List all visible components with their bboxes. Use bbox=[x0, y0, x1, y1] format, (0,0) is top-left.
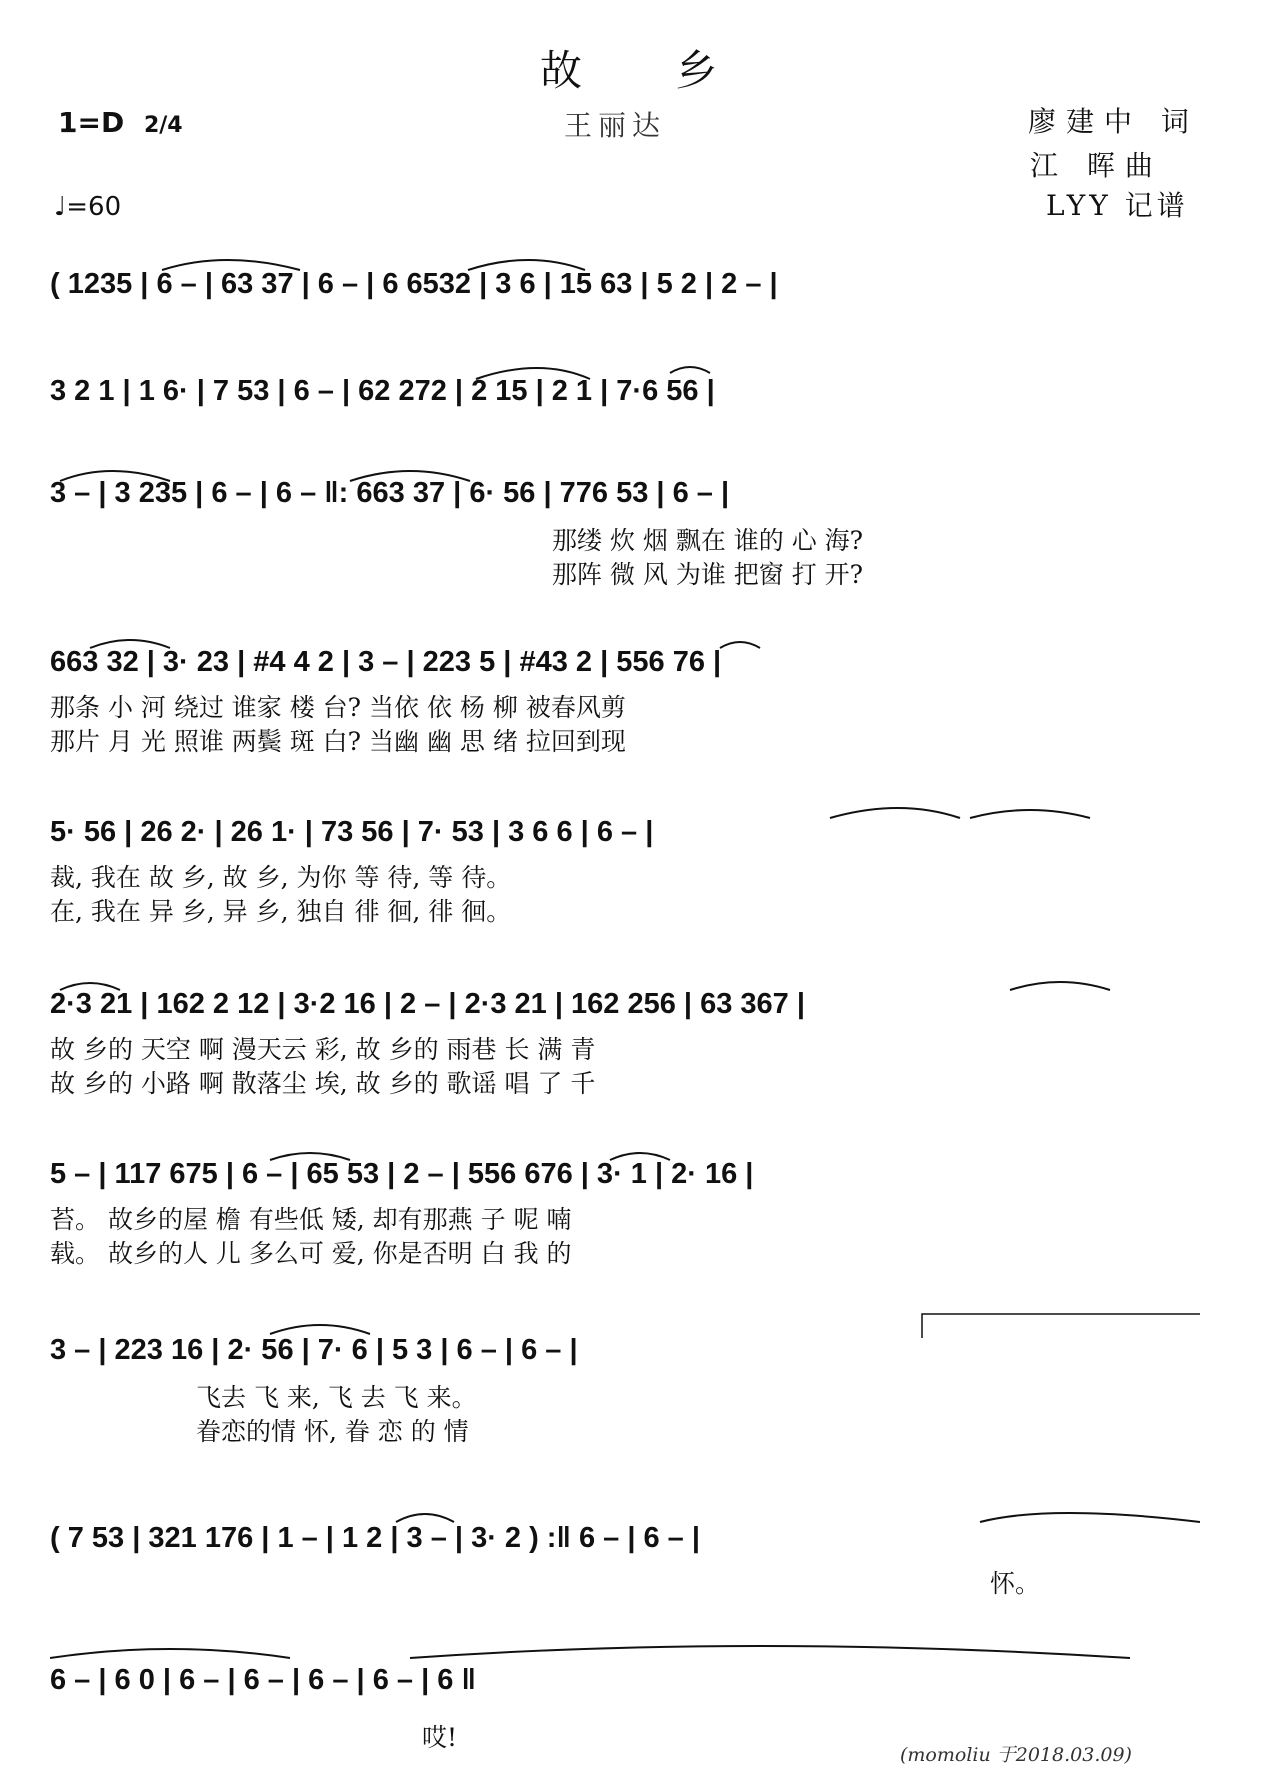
composer-credit: 江 晖曲 bbox=[1030, 149, 1163, 182]
system-3-notes: 3 – | 3 235 | 6 – | 6 – ‖: 663 37 | 6· 56 | 776 53 | 6 – | bbox=[50, 477, 730, 509]
system-8-lyrics-verse-2: 眷恋的情 怀, 眷 恋 的 情 bbox=[196, 1417, 469, 1446]
system-5-lyrics-verse-2: 在, 我在 异 乡, 异 乡, 独自 徘 徊, 徘 徊。 bbox=[50, 897, 512, 926]
score-system-6 bbox=[50, 972, 1200, 1098]
transcriber-credit: LYY 记谱 bbox=[1046, 189, 1189, 222]
system-7-lyrics-verse-1: 苔。 故乡的屋 檐 有些低 矮, 却有那燕 子 呢 喃 bbox=[50, 1205, 572, 1234]
system-7-lyrics-verse-2: 载。 故乡的人 儿 多么可 爱, 你是否明 白 我 的 bbox=[50, 1239, 572, 1268]
system-2-notes: 3 2 1 | 1 6· | 7 53 | 6 – | 62 272 | 2 15 | 2 1 | 7·6 56 | bbox=[50, 375, 715, 407]
system-6-lyrics-verse-1: 故 乡的 天空 啊 漫天云 彩, 故 乡的 雨巷 长 满 青 bbox=[50, 1035, 596, 1064]
score-system-9 bbox=[50, 1500, 1200, 1598]
system-5-lyrics-verse-1: 裁, 我在 故 乡, 故 乡, 为你 等 待, 等 待。 bbox=[50, 863, 512, 892]
singer-name: 王丽达 bbox=[564, 109, 667, 142]
score-system-4 bbox=[50, 630, 1200, 756]
transcription-credit-footer: (momoliu 于2018.03.09) bbox=[900, 1744, 1132, 1766]
system-6-lyrics-verse-2: 故 乡的 小路 啊 散落尘 埃, 故 乡的 歌谣 唱 了 千 bbox=[50, 1069, 596, 1098]
system-5-notes: 5· 56 | 26 2· | 26 1· | 73 56 | 7· 53 | 3 6 6 | 6 – | bbox=[50, 816, 654, 848]
system-8-lyrics-verse-1: 飞去 飞 来, 飞 去 飞 来。 bbox=[196, 1383, 477, 1412]
system-4-lyrics-verse-2: 那片 月 光 照谁 两鬓 斑 白? 当幽 幽 思 绪 拉回到现 bbox=[50, 727, 626, 756]
song-title: 故 乡 bbox=[540, 46, 758, 95]
score-system-2 bbox=[50, 355, 1200, 415]
key-signature bbox=[58, 106, 183, 139]
system-4-notes: 663 32 | 3· 23 | #4 4 2 | 3 – | 223 5 | #43 2 | 556 76 | bbox=[50, 646, 722, 678]
time-sig-text: 2/4 bbox=[143, 113, 183, 138]
system-10-lyrics-verse-1: 哎! bbox=[422, 1723, 458, 1752]
score-system-3 bbox=[50, 455, 1200, 589]
key-sig-text: 1=D bbox=[58, 106, 125, 139]
score-system-7 bbox=[50, 1142, 1200, 1268]
system-6-notes: 2·3 21 | 162 2 12 | 3·2 16 | 2 – | 2·3 21 | 162 256 | 63 367 | bbox=[50, 988, 805, 1020]
system-3-lyrics-verse-1: 那缕 炊 烟 飘在 谁的 心 海? bbox=[552, 526, 864, 555]
score-system-5 bbox=[50, 800, 1200, 926]
system-9-notes: ( 7 53 | 321 176 | 1 – | 1 2 | 3 – | 3· 2 ) :‖ 6 – | 6 – | bbox=[50, 1522, 700, 1554]
score-system-10 bbox=[50, 1640, 1200, 1750]
system-3-lyrics-verse-2: 那阵 微 风 为谁 把窗 打 开? bbox=[552, 560, 864, 589]
system-8-notes: 3 – | 223 16 | 2· 56 | 7· 6 | 5 3 | 6 – | 6 – | bbox=[50, 1334, 578, 1366]
system-9-lyrics-verse-1: 怀。 bbox=[990, 1569, 1041, 1598]
score-system-1 bbox=[50, 252, 1200, 312]
score-system-8 bbox=[50, 1310, 1200, 1446]
system-10-notes: 6 – | 6 0 | 6 – | 6 – | 6 – | 6 – | 6 ‖ bbox=[50, 1664, 476, 1696]
system-7-notes: 5 – | 117 675 | 6 – | 65 53 | 2 – | 556 676 | 3· 1 | 2· 16 | bbox=[50, 1158, 754, 1190]
tempo-marking: ♩=60 bbox=[54, 192, 122, 222]
system-1-notes: ( 1235 | 6 – | 63 37 | 6 – | 6 6532 | 3 6 | 15 63 | 5 2 | 2 – | bbox=[50, 268, 778, 300]
system-4-lyrics-verse-1: 那条 小 河 绕过 谁家 楼 台? 当依 依 杨 柳 被春风剪 bbox=[50, 693, 626, 722]
lyricist-credit: 廖建中 词 bbox=[1028, 105, 1199, 138]
